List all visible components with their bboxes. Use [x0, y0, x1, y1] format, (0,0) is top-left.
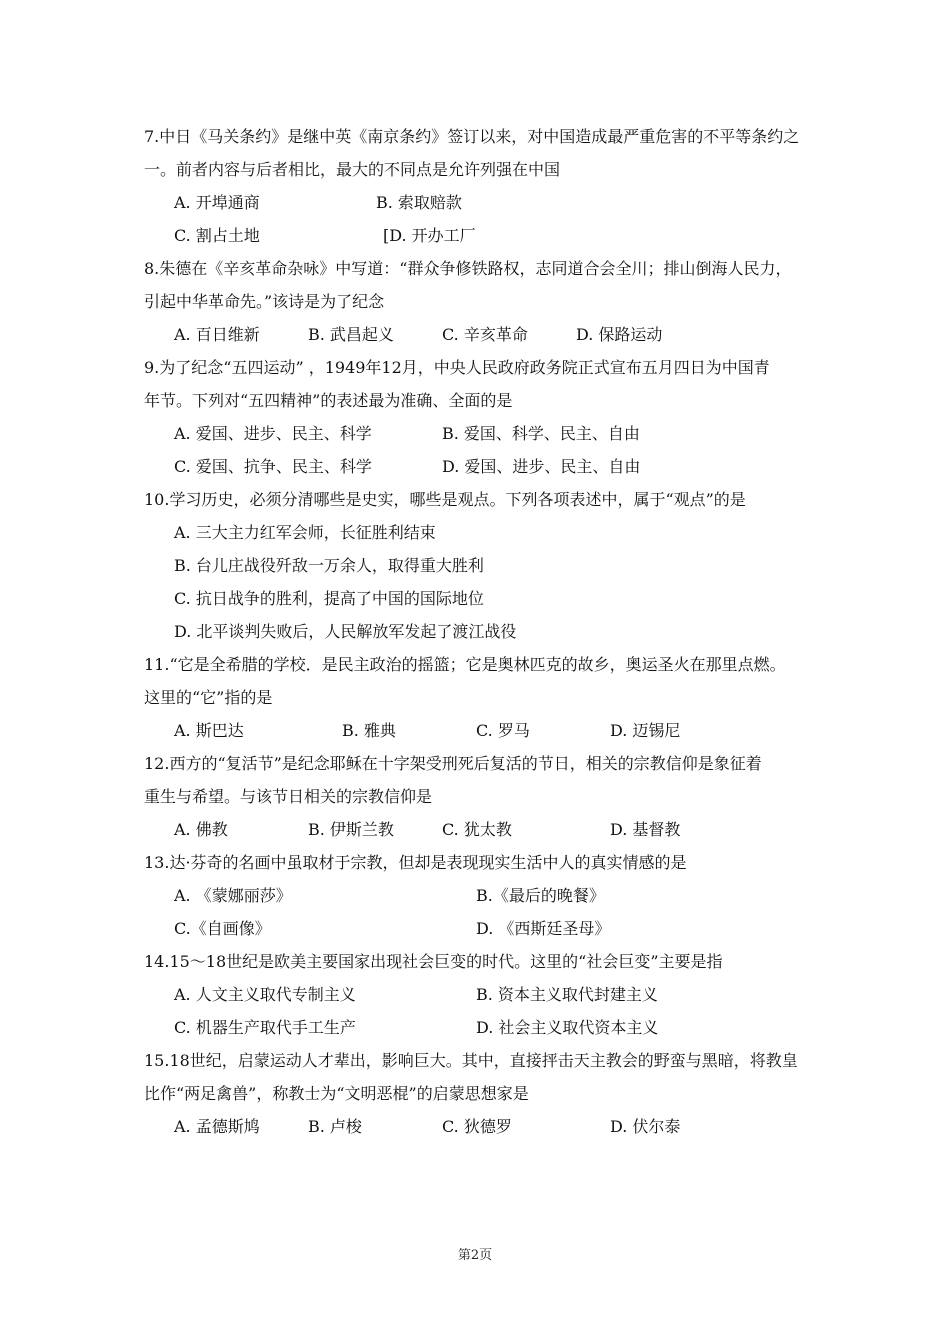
option-c: C. 抗日战争的胜利，提高了中国的国际地位: [174, 589, 484, 608]
option-row: [144, 186, 814, 219]
option-b: B. 爱国、科学、民主、自由: [442, 424, 640, 443]
question-text: 这里的“它”指的是: [144, 688, 273, 707]
option-c: C. 罗马: [476, 721, 530, 740]
question-text: 引起中华革命先。”该诗是为了纪念: [144, 292, 385, 311]
question-text: 7.中日《马关条约》是继中英《南京条约》签订以来，对中国造成最严重危害的不平等条约之: [144, 127, 800, 146]
question-text: 12.西方的“复活节”是纪念耶稣在十字架受刑死后复活的节日，相关的宗教信仰是象征着: [144, 754, 762, 773]
question-15: [144, 1044, 814, 1143]
option-row: [144, 912, 814, 945]
option-c: C. 辛亥革命: [442, 325, 528, 344]
option-c: C. 犹太教: [442, 820, 512, 839]
question-text: 10.学习历史，必须分清哪些是史实，哪些是观点。下列各项表述中，属于“观点”的是: [144, 490, 746, 509]
option-c: C. 割占土地: [174, 226, 260, 245]
question-text: 8.朱德在《辛亥革命杂咏》中写道：“群众争修铁路权，志同道合会全川；排山倒海人民力，: [144, 259, 792, 278]
question-text: 11.“它是全希腊的学校．是民主政治的摇篮；它是奥林匹克的故乡，奥运圣火在那里点燃。: [144, 655, 786, 674]
option-b: B. 台儿庄战役歼敌一万余人，取得重大胜利: [174, 556, 484, 575]
option-c: C. 爱国、抗争、民主、科学: [174, 457, 372, 476]
option-a: A. 开埠通商: [174, 193, 260, 212]
option-d: [D. 开办工厂: [383, 226, 476, 245]
question-text: 15.18世纪，启蒙运动人才辈出，影响巨大。其中，直接抨击天主教会的野蛮与黑暗，将教皇: [144, 1051, 798, 1070]
question-14: [144, 945, 814, 1044]
option-a: A. 佛教: [174, 820, 228, 839]
option-row: [144, 450, 814, 483]
question-10: [144, 483, 814, 648]
question-7: [144, 120, 814, 252]
question-text: 13.达·芬奇的名画中虽取材于宗教，但却是表现现实生活中人的真实情感的是: [144, 853, 687, 872]
option-b: B. 武昌起义: [308, 325, 394, 344]
option-b: B. 雅典: [342, 721, 396, 740]
option-c: C. 狄德罗: [442, 1117, 512, 1136]
question-8: [144, 252, 814, 351]
question-text: 比作“两足禽兽”，称教士为“文明恶棍”的启蒙思想家是: [144, 1084, 529, 1103]
option-row: [144, 219, 814, 252]
option-c: C.《自画像》: [174, 919, 271, 938]
option-row: [144, 1011, 814, 1044]
option-row: [144, 417, 814, 450]
option-b: B. 卢梭: [308, 1117, 362, 1136]
option-b: B. 伊斯兰教: [308, 820, 394, 839]
question-list: [144, 120, 814, 1143]
option-d: D. 《西斯廷圣母》: [476, 919, 611, 938]
option-a: A. 百日维新: [174, 325, 260, 344]
option-d: D. 伏尔泰: [610, 1117, 681, 1136]
question-9: [144, 351, 814, 483]
option-a: A. 《蒙娜丽莎》: [174, 886, 292, 905]
option-b: B.《最后的晚餐》: [476, 886, 605, 905]
option-d: D. 基督教: [610, 820, 681, 839]
option-row: [144, 813, 814, 846]
question-13: [144, 846, 814, 945]
question-11: [144, 648, 814, 747]
question-text: 14.15～18世纪是欧美主要国家出现社会巨变的时代。这里的“社会巨变”主要是指: [144, 952, 723, 971]
option-d: D. 迈锡尼: [610, 721, 681, 740]
option-b: B. 资本主义取代封建主义: [476, 985, 658, 1004]
option-row: [144, 318, 814, 351]
option-c: C. 机器生产取代手工生产: [174, 1018, 356, 1037]
option-a: A. 三大主力红军会师，长征胜利结束: [174, 523, 436, 542]
question-12: [144, 747, 814, 846]
question-text: 一。前者内容与后者相比，最大的不同点是允许列强在中国: [144, 160, 561, 179]
option-a: A. 斯巴达: [174, 721, 244, 740]
option-b: B. 索取赔款: [376, 193, 462, 212]
option-row: [144, 1110, 814, 1143]
question-text: 9.为了纪念“五四运动” ，1949年12月，中央人民政府政务院正式宣布五月四日为中国青: [144, 358, 770, 377]
option-a: A. 人文主义取代专制主义: [174, 985, 356, 1004]
option-row: [144, 714, 814, 747]
question-text: 年节。下列对“五四精神”的表述最为准确、全面的是: [144, 391, 513, 410]
option-d: D. 爱国、进步、民主、自由: [442, 457, 641, 476]
option-row: [144, 978, 814, 1011]
option-a: A. 爱国、进步、民主、科学: [174, 424, 372, 443]
option-d: D. 社会主义取代资本主义: [476, 1018, 659, 1037]
option-d: D. 保路运动: [576, 325, 663, 344]
option-a: A. 孟德斯鸠: [174, 1117, 260, 1136]
page-number: 第2页: [457, 1248, 493, 1263]
option-row: [144, 879, 814, 912]
option-d: D. 北平谈判失败后，人民解放军发起了渡江战役: [174, 622, 517, 641]
question-text: 重生与希望。与该节日相关的宗教信仰是: [144, 787, 433, 806]
